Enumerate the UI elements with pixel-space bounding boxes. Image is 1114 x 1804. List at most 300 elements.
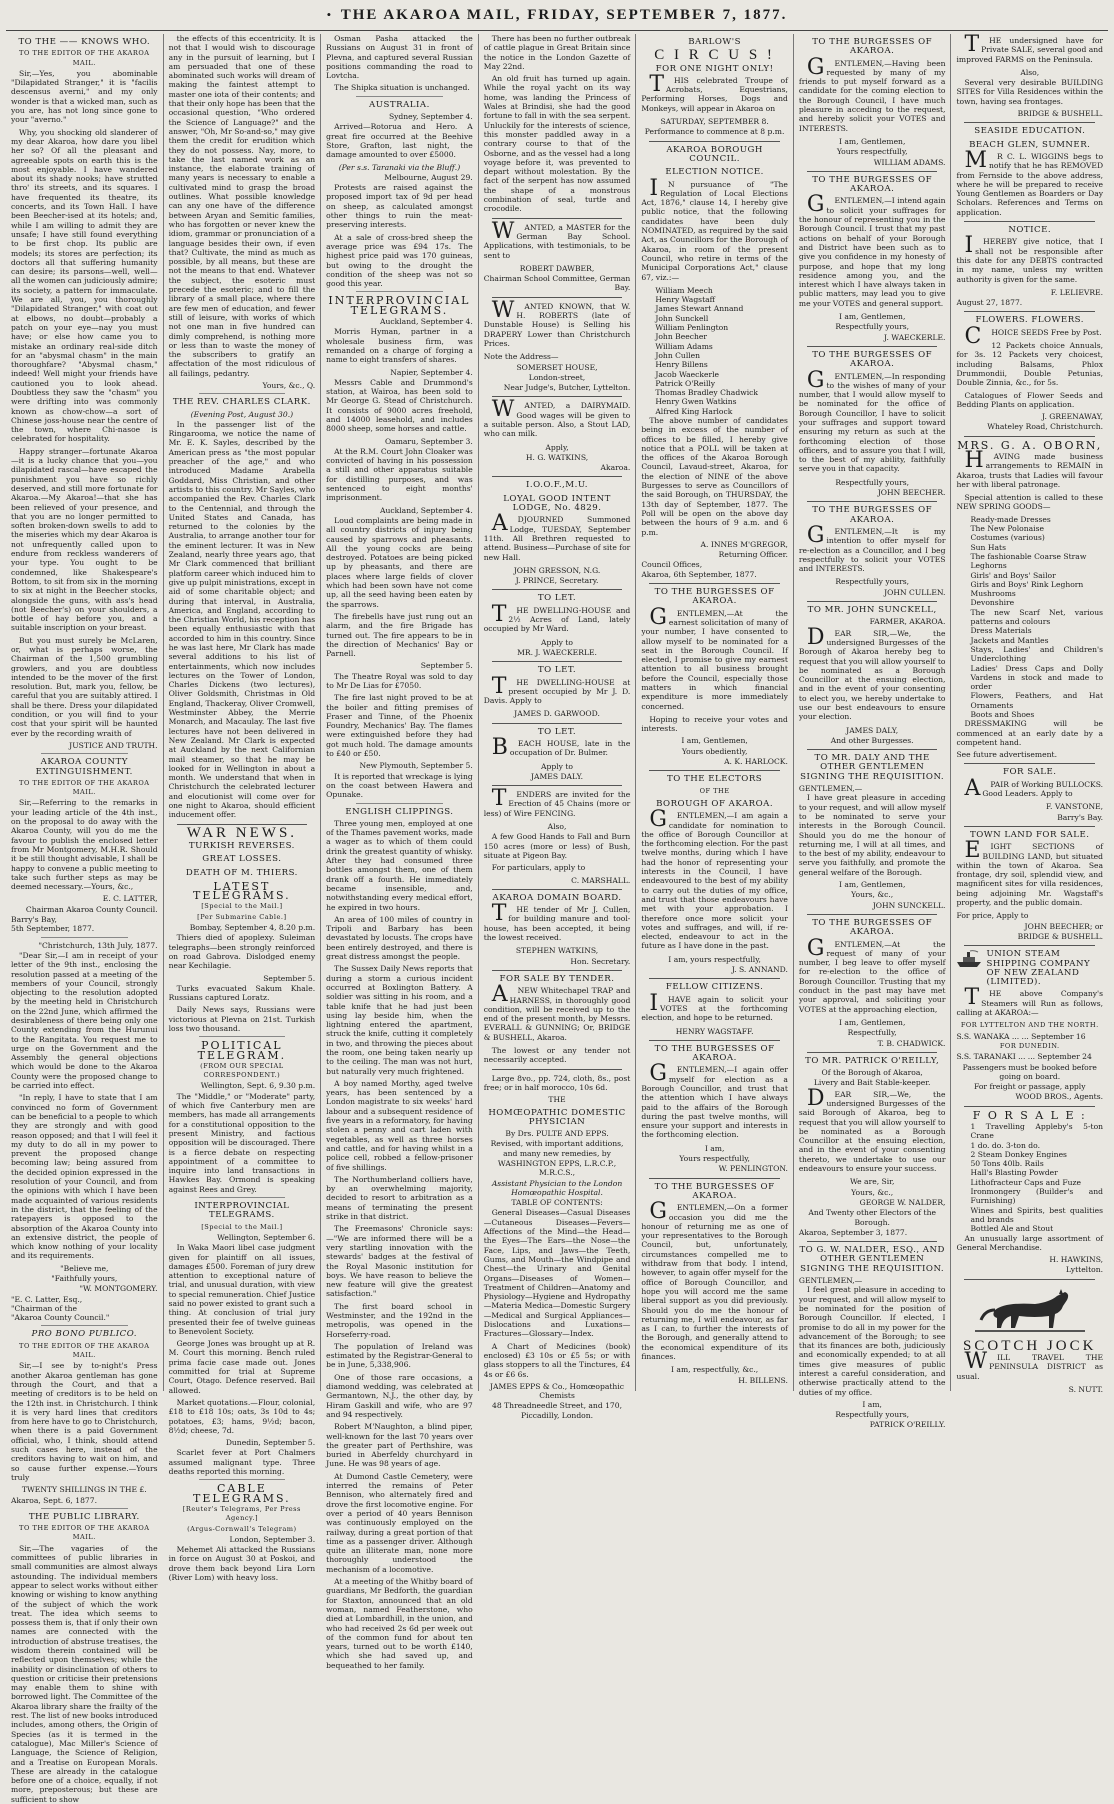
article-paragraph: It is reported that wreckage is lying on the coast between Hawera and Opunake. — [326, 771, 473, 800]
advert-text: MR C. L. WIGGINS begs to notify that he has REMOVED from Fernside to the above address, where he will be prepared to receive Young Gentlemen as Boarders or Day Scholars. References and Terms on application. — [956, 147, 1104, 217]
section-note: (FROM OUR SPECIAL CORRESPONDENT.) — [200, 1061, 284, 1080]
advert-date: Akaroa, September 3, 1877. — [798, 1227, 908, 1237]
advert-text: GENTLEMEN,—In responding to the wishes of many of your number, that I would allow myself to be nominated for the office of Borough Councillor, I have to solicit your suffrages and support toward ensuring my return as such at the forthcoming election of those officers, and to assure you that I will, to the best of my ability, faithfully serve you in that capacity. — [798, 367, 946, 474]
advert-signature: J. GREENAWAY, — [1042, 412, 1104, 422]
advert-signature: A. K. HARLOCK. — [724, 757, 788, 767]
divider — [41, 753, 128, 754]
list-item: Alfred King Harlock — [655, 406, 733, 416]
advert-heading: TO MR. DALY AND THE OTHER GENTLEMEN SIGNING THE REQUISITION. — [800, 753, 945, 782]
advert-signature: T. B. CHADWICK. — [877, 1038, 946, 1048]
advert-text: THE above Company's Steamers will Run as follows, calling at AKAROA:— — [956, 985, 1104, 1018]
advert-text: GENTLEMEN,—I intend again to solicit your suffrages for the honour of representing you in the Borough Council. I trust that my past actions on behalf of your Borough and District have been such as to give you confidence in my honesty of purpose, and hope that my long residence among you, and the interest which I have always taken in public matters, may lead you to give me your VOTES and general support. — [798, 192, 946, 308]
dateline: Wellington, Sept. 6, 9.30 p.m. — [200, 1081, 316, 1091]
divider — [964, 122, 1095, 123]
divider — [807, 1241, 938, 1242]
dateline: Sydney, September 4. — [388, 112, 473, 122]
advert-heading: FELLOW CITIZENS. — [665, 982, 764, 993]
divider — [649, 1178, 780, 1179]
article-paragraph: The Theatre Royal was sold to day to Mr De Lias for £7050. — [326, 671, 473, 690]
advert-signature: Akaroa. — [600, 463, 631, 473]
advert-text: WANTED, a DAIRYMAID. Good wages will be given to a suitable person. Also, a Stout LAD, who can milk. — [483, 397, 631, 439]
advert-heading: TO THE BURGESSES OF AKAROA. — [812, 505, 933, 525]
divider — [649, 141, 780, 142]
advert-heading: SEASIDE EDUCATION. — [974, 126, 1086, 137]
divider — [492, 661, 623, 662]
divider — [964, 1279, 1095, 1280]
advert-heading: TO THE BURGESSES OF AKAROA. — [812, 37, 933, 57]
article-heading: AKAROA COUNTY EXTINGUISHMENT. — [35, 757, 133, 777]
section-heading: LATEST TELEGRAMS. — [193, 879, 291, 903]
advert-text: GENTLEMEN,—At the request of many of your number, I beg leave to offer myself for re-election to the office of Borough Councillor. Trusting that my conduct in the past may have met your approval, and soliciting your VOTES at the approaching election, — [798, 935, 946, 1014]
advert-text: GENTLEMEN,—I again offer myself for election as a Borough Councillor, and trust that the attention which I have always paid to the affairs of the Borough during the past twelve months, will ensure your support and interests in the forthcoming election. — [641, 1061, 788, 1140]
advert-signature: JOHN BEECHER. — [877, 488, 946, 498]
divider — [964, 311, 1095, 312]
article-paragraph: The "Middle," or "Moderate" party, of which five Canterbury men are members, has made all arrangements for a constitutional opposition to the present Ministry, and factious opposition will be discouraged. There is a fierce debate on respecting appointment of a committee to inquire into land transactions in Hawkes Bay. Ormond is speaking against Rees and Grey. — [168, 1091, 316, 1194]
masthead-title: THE AKAROA MAIL, FRIDAY, SEPTEMBER 7, 1877. — [340, 7, 788, 23]
article-paragraph: Sir,—Referring to the remarks in your leading article of the 4th inst., on the proposal to do away with the Akaroa County, will you do me the favour to publish the enclosed letter from Mr Montgomery, M.H.R. Should it be still thought advisable, I shall be happy to convene a public meeting to take such further steps as may be deemed necessary.—Yours, &c., — [11, 798, 158, 892]
article-paragraph: Protests are raised against the proposed import tax of 9d per head on sheep, as calculated amongst other things to ruin the meat-preserving interests. — [326, 183, 473, 230]
advert-signature: BRIDGE & BUSHELL. — [1017, 931, 1104, 941]
advert-signature: And other Burgesses. — [830, 735, 914, 745]
advert-signature: JOHN GRESSON, N.G. — [513, 565, 601, 575]
advert-closing: Respectfully yours, — [835, 577, 910, 587]
place-line: Barry's Bay, — [11, 915, 57, 925]
advert-subheading: FOR LYTTELTON AND THE NORTH. — [960, 1021, 1099, 1030]
advert-subheading: FOR DUNEDIN. — [999, 1041, 1060, 1050]
dateline: Napier, September 4. — [390, 367, 473, 377]
section-subheading: GREAT LOSSES. — [202, 854, 282, 865]
divider — [807, 171, 938, 172]
date-line: Akaroa, Sept. 6, 1877. — [11, 1495, 98, 1505]
column-7 — [951, 32, 1108, 1394]
article-paragraph: At a sale of cross-bred sheep the average price was £94 17s. The highest price paid was 170 guineas, but owing to the drought the condition of the sheep was not so good this year. — [326, 232, 473, 289]
advert-signature: F. VANSTONE, — [1045, 802, 1104, 812]
divider — [356, 803, 443, 804]
advert-closing: I am, Gentlemen, — [681, 736, 748, 746]
list-item: Costumes (various) — [970, 533, 1045, 543]
article-heading: THE PUBLIC LIBRARY. — [28, 1511, 140, 1522]
advert-text: TENDERS are invited for the Erection of 45 Chains (more or less) of Wire FENCING. — [483, 786, 631, 818]
date-line: 5th September, 1877. — [11, 924, 95, 934]
column-5 — [636, 34, 794, 1391]
article-paragraph: The fire last night proved to be at the boiler and fitting premises of Fraser and Tinne, of the Phoenix Foundry, Mechanics' Bay. The flames were extinguished before they had got much hold. The damage amounts to £40 or £50. — [326, 693, 473, 759]
advert-heading: TO THE BURGESSES OF AKAROA. — [812, 174, 933, 195]
divider — [964, 436, 1095, 437]
advert-closing: Respectfully yours, — [835, 1410, 910, 1420]
list-item: Jackets and Mantles — [970, 635, 1049, 645]
advert-signature: Hon. Secretary. — [570, 956, 631, 966]
advert-heading: FOR SALE. — [1003, 767, 1057, 778]
advert-closing: Yours obediently, — [681, 746, 748, 756]
section-heading: POLITICAL TELEGRAM. — [197, 1039, 287, 1062]
dateline: Oamaru, September 3. — [384, 436, 473, 446]
advert-text: APAIR of Working BULLOCKS. Good Leaders. Apply to — [964, 775, 1104, 801]
advert-signature: WOOD BROS., Agents. — [1015, 1092, 1104, 1102]
advert-text: GENTLEMEN,—Having been requested by many of my friends to put myself forward as a candidate for the coming election to the Borough Council, I have much pleasure in acceding to the request, and hereby solicit your VOTES and INTERESTS. — [798, 54, 946, 133]
advert-heading: UNION STEAM SHIPPING COMPANY OF NEW ZEALAND (LIMITED). — [986, 949, 1091, 988]
divider — [492, 970, 623, 971]
column-4 — [479, 34, 637, 1420]
advert-closing: Respectfully, — [847, 1028, 897, 1038]
dateline: Wellington, September 6. — [217, 1232, 316, 1242]
list-item: 1 Travelling Appleby's 5-ton Crane — [970, 1121, 1104, 1141]
advert-signature: BRIDGE & BUSHELL. — [1017, 109, 1104, 119]
advert-closing: I am, Gentlemen, — [838, 1017, 906, 1027]
schedule-row: S.S. WANAKA ... ... September 16 — [956, 1031, 1086, 1041]
dateline: New Plymouth, September 5. — [359, 761, 473, 771]
divider — [964, 945, 1095, 946]
divider — [807, 1052, 938, 1053]
advert-heading: OF THE — [699, 786, 730, 795]
advert-text: THE DWELLING-HOUSE and 2½ Acres of Land, lately occupied by Mr Ward. — [483, 601, 631, 634]
divider — [964, 826, 1095, 827]
article-paragraph: The Northumberland colliers have, by an overwhelming majority, decided to resort to arbitration as a means of terminating the present strike in that district. — [326, 1174, 473, 1222]
advert-address: SOMERSET HOUSE, — [516, 362, 598, 372]
list-item: Henry Gwen Watkins — [655, 397, 737, 407]
divider — [492, 889, 623, 890]
advert-heading: ELECTION NOTICE. — [665, 167, 764, 178]
advert-heading: TO LET. — [537, 593, 577, 604]
signature: Yours, &c., Q. — [262, 380, 316, 390]
divider — [807, 749, 938, 750]
article-paragraph: "In reply, I have to state that I am convinced no form of Government can be beneficial to a people to which they are strongly and with good reason opposed; and that I will feel it my duty to do all in my power to prevent the proposed change becoming law; being assured from the decided opinion expressed in the resolution of your Council, and from the opinions with which I have been made acquainted of various residents in the district, that the feeling of the ratepayers is opposed to the absorption of the Akaroa County into an extensive district, the people of which know nothing of your locality and its requirements. — [11, 1093, 158, 1261]
article-paragraph: At Dumond Castle Cemetery, were interred the remains of Peter Bennison, who alternately fired and drove the first locomotive engine. For over a period of 40 years Bennison was continuously employed on the railway, during a great portion of that time as a passenger driver. Although quite an illiterate man, none more thoroughly understood the mechanism of a locomotive. — [326, 1471, 473, 1574]
advert-signature: C. MARSHALL. — [571, 875, 631, 885]
advert-signature: A. INNES M'GREGOR, — [700, 539, 788, 549]
advert-text: IHAVE again to solicit your VOTES at the forthcoming election, and hope to be returned. — [641, 990, 788, 1023]
advert-text: GENTLEMEN,—On a former occasion you did me the honour of returning me as one of your representatives to the Borough Council, but, unfortunately, circumstances compelled me to withdraw from that body. I intend, however, to again offer myself for the office of Borough Councillor, and hope you will accord me the same liberal support as you did previously. Should you do me the honour of returning me, I will endeavour, as far as I can, to further the interests of the Borough, and generally attend to the economical expenditure of its finances. — [641, 1199, 788, 1361]
dateline: Melbourne, August 29. — [384, 172, 473, 182]
section-note: [Per Submarine Cable.] — [197, 912, 287, 921]
article-paragraph: Robert M'Naughton, a blind piper, well-known for the last 70 years over the greater part of Perthshire, was buried in Aberfeldy churchyard in June. He was 98 years of age. — [326, 1422, 473, 1469]
divider — [964, 763, 1095, 764]
dateline: September 5. — [420, 661, 473, 671]
advert-closing: I am, respectfully, &c., — [671, 1365, 759, 1375]
advert-text: DEAR SIR,—We, the undersigned Burgesses of the said Borough of Akaroa, beg to request that you will allow yourself to be nominated as a Borough Councillor at the ensuing election, and in the event of your consenting thereto, we undertake to use our endeavours to ensure your success. — [798, 1085, 946, 1174]
advert-text: Also, — [1020, 67, 1040, 77]
list-item: The New Polonaise — [970, 524, 1044, 534]
advert-text: CHOICE SEEDS Free by Post. — [964, 323, 1102, 349]
signature-title: Chairman Akaroa County Council. — [25, 904, 158, 914]
dateline: Dunedin, September 5. — [225, 1438, 316, 1448]
advert-heading: FOR SALE BY TENDER. — [499, 973, 615, 984]
advert-text: Special attention is called to these NEW SPRING GOODS— — [956, 493, 1104, 512]
article-paragraph: Happy stranger—fortunate Akaroa—it is a lucky chance that you—you dilapidated rascal—have escaped the punishment you have so richly deserved, and still more fortunate for Akaroa.—My Akaroa!—that she has been relieved of your presence, and that you are no longer permitted to soften broken-down swells to add to the miseries which my dear Akaroa is not unfrequently called upon to endure from reckless wanderers of your type. You ought to be condemned, like Shakespeare's Bottom, to sit from six in the morning to six at night in the Beecher stocks, alongside the guns, with ass's head (not Beecher's) on your shoulders, a bottle of hay before you, and a suitable inscription on your breast. — [11, 446, 158, 633]
advert-heading: TABLE OF CONTENTS: — [511, 1198, 603, 1208]
advert-text: Passengers must be booked before going on board. — [962, 1062, 1097, 1081]
list-item: Bottled Ale and Stout — [970, 1224, 1054, 1234]
advert-address: Whateley Road, Christchurch. — [987, 422, 1104, 432]
advert-signature: JAMES D. GARWOOD. — [514, 709, 600, 719]
advert-heading: TO THE ELECTORS — [666, 774, 763, 785]
advert-closing: I am, — [704, 1143, 725, 1153]
advert-heading: BEACH GLEN, SUMNER. — [969, 139, 1091, 150]
goods-list — [956, 515, 1103, 720]
advert-text: The lowest or any tender not necessarily accepted. — [483, 1046, 631, 1065]
letter-date: "Christchurch, 13th July, 1877. — [38, 940, 158, 950]
advert-heading: TO LET. — [537, 726, 577, 737]
advert-text: General Diseases—Casual Diseases—Cutaneous Diseases—Fevers—Affections of the Mind—the Head—the Eyes—The Ears—the Nose—the Face, Lips, and Jaws—the Teeth, Gums, and Mouth—the Windpipe and Chest—the Urinary and Genital Organs—Diseases of Women—Treatment of Children—Anatomy and Physiology—Hygiene and Hydropathy—Materia Medica—Domestic Surgery—Medical and Surgical Appliances—Dislocations and Luxations—Fractures—Glossary—Index. — [483, 1208, 631, 1339]
list-item: Lithofracteur Caps and Fuze — [970, 1177, 1082, 1187]
section-note: [Special to the Mail.] — [201, 1222, 283, 1231]
advert-signature: JOHN BEECHER; or — [1024, 921, 1104, 931]
advert-text: Several very desirable BUILDING SITES for Villa Residences within the town, having sea frontages. — [956, 78, 1104, 106]
advert-address: Lyttelton. — [1065, 1265, 1104, 1275]
candidate-list — [641, 286, 788, 416]
advert-signature: H. BILLENS. — [738, 1375, 788, 1385]
advert-heading: FARMER, AKAROA. — [869, 617, 946, 627]
list-item: John Sunckell — [655, 313, 709, 323]
advert-text: A Chart of Medicines (book) enclosed) £3 10s or £5 5s; or with glass stoppers to all the Tinctures, £4 4s or £6 6s. — [483, 1341, 631, 1379]
article-paragraph: Sir,—Yes, you abominable "Dilapidated Stranger," it is "facilis descensus averni," and my only wonder is that a wicked man, such as you are, has not long since gone to your "averno." — [11, 68, 158, 125]
dateline: Auckland, September 4. — [380, 317, 473, 327]
list-item: Mushrooms — [970, 589, 1016, 599]
advert-heading: SCOTCH JOCK — [963, 1337, 1097, 1354]
divider — [356, 96, 443, 97]
advert-heading: TO THE BURGESSES OF AKAROA. — [654, 1043, 775, 1064]
article-paragraph: At the R.M. Court John Cloaker was convicted of having in his possession a still and other apparatus suitable for distilling purposes, and was sentenced to eight months' imprisonment. — [326, 446, 473, 503]
article-subheading: TO THE EDITOR OF THE AKAROA MAIL. — [19, 778, 150, 797]
article-paragraph: The Sussex Daily News reports that during a storm a curious incident occurred at Boxlington Battery. A soldier was sitting in his room, and a table knife that he had just been using lay beside him, when the lightning entered the apartment, struck the knife, cutting it completely in two, and throwing the pieces about the room, one being taken nearly up to the ceiling. The man was not hurt, but naturally very much frightened. — [326, 964, 473, 1076]
list-item: The new Scarf Net, various patterns and colours — [970, 607, 1104, 627]
advert-heading: C I R C U S ! — [654, 47, 775, 64]
advert-signature: STEPHEN WATKINS, — [515, 946, 599, 956]
advert-heading: TO LET. — [537, 665, 577, 676]
article-paragraph: Sir,—I see by to-night's Press another Akaroa gentleman has gone through the Court, and that a meeting of creditors is to be held on the 12th inst. in Christchurch. I think it is very hard lines that creditors from here have to go to Christchurch, when there is a paid Government official, who, I think, should attend such cases here, instead of the creditors having to wait on him, and so cause further expense.—Yours truly — [11, 1361, 158, 1482]
advert-signature: F. LELIEVRE. — [1050, 287, 1104, 297]
list-item: Hall's Blasting Powder — [970, 1168, 1058, 1178]
advert-heading: TO THE BURGESSES OF AKAROA. — [812, 349, 933, 370]
advert-signature: JOHN CULLEN. — [884, 587, 946, 597]
list-item: Girls and Boys' Rink Leghorn — [970, 579, 1084, 589]
article-paragraph: Arrived—Rotorua and Hero. A great fire occurred at the Beehive Store, Grafton, last night, the damage amounted to over £5000. — [326, 122, 473, 160]
advert-heading: TO G. W. NALDER, ESQ., AND OTHER GENTLEMEN SIGNING THE REQUISITION. — [799, 1245, 945, 1274]
advert-text: A few Good Hands to Fall and Burn 150 acres (more or less) of Bush, situate at Pigeon Bay. — [483, 832, 631, 860]
list-item: Leghorns — [970, 561, 1007, 571]
article-paragraph: Mehemet Ali attacked the Russians in force on August 30 at Poskoi, and drove them back beyond Lira Lorn (River Lom) with heavy loss. — [168, 1545, 316, 1583]
advert-text: THE DWELLING-HOUSE at present occupied by Mr J. D. Davis. Apply to — [483, 673, 631, 706]
list-item: Ironmongery (Builder's and Furnishing) — [970, 1187, 1104, 1206]
advert-text: Apply, — [545, 442, 569, 452]
section-heading: INTERPROVINCIAL TELEGRAMS. — [194, 1201, 290, 1221]
steamship-icon — [956, 950, 982, 968]
advert-signature: Assistant Physician to the London Homœopathic Hospital. — [491, 1178, 623, 1197]
advert-text: Revised, with important additions, and many new remedies, by — [490, 1139, 624, 1158]
advert-signature: H. G. WATKINS, — [525, 452, 589, 462]
divider — [199, 1197, 286, 1198]
list-item: Devonshire — [970, 598, 1015, 608]
divider — [41, 1325, 128, 1326]
advert-closing: Yours respectfully, — [679, 1154, 750, 1164]
advert-signature: ROBERT DAWBER, — [519, 263, 595, 273]
advert-date: SATURDAY, SEPTEMBER 8. — [660, 117, 769, 127]
divider — [41, 937, 128, 938]
divider — [807, 914, 938, 915]
advert-text: THIS celebrated Troupe of Acrobats, Equestrians, Performing Horses, Dogs and Monkeys, will appear in Akaroa on — [641, 71, 788, 113]
advert-signature: J. WAECKERLE. — [883, 332, 946, 342]
closing: "Believe me, — [60, 1263, 109, 1273]
union-header — [956, 950, 1103, 987]
advert-heading: NOTICE. — [1008, 225, 1052, 236]
advert-signature: S. NUTT. — [1068, 1384, 1104, 1394]
article-paragraph: Loud complaints are being made in all country districts of injury being caused by sparrows and pheasants. All the young cocks are being destroyed. Potatoes are being picked up by pheasants, and there are places where large fields of clover which had been sown have not come up, all the seed having been eaten by the sparrows. — [326, 515, 473, 609]
advert-heading: Livery and Bait Stable-keeper. — [813, 1078, 931, 1088]
article-paragraph: One of those rare occasions, a diamond wedding, was celebrated at Germantown, N.J., the other day, by Hiram Gaskill and wife, who are 97 and 94 respectively. — [326, 1372, 473, 1419]
section-note: [Special to the Mail.] — [201, 902, 283, 911]
article-paragraph: An area of 100 miles of country in Tripoli and Barbary has been devastated by locusts. The crops have been entirely destroyed, and there is great distress amongst the people. — [326, 914, 473, 962]
column-1 — [6, 34, 164, 1804]
advert-signature: JAMES DALY, — [846, 725, 899, 735]
list-item: Dress Materials — [970, 626, 1032, 636]
advert-text: GENTLEMEN,— — [798, 1276, 863, 1286]
advert-heading: TO MR. PATRICK O'REILLY, — [805, 1055, 940, 1066]
article-subheading: TO THE EDITOR OF THE AKAROA MAIL. — [19, 1341, 150, 1360]
advert-closing: Yours respectfully, — [836, 147, 908, 157]
advert-text: Large 8vo., pp. 724, cloth, 8s., post free; or in half morocco, 10s 6d. — [483, 1073, 631, 1092]
advert-text: 12 Packets choice Annuals, for 3s. 12 Packets very choicest, including Balsams, Phlox Drummondii, Double Petunias, Double Zinnia, &c., for 5s. — [956, 341, 1104, 388]
advert-place: Council Offices, — [641, 560, 703, 570]
signature: JUSTICE AND TRUTH. — [69, 740, 158, 750]
list-item: Patrick O'Reilly — [655, 378, 716, 388]
advert-text: WANTED, a MASTER for the German Bay School. Applications, with testimonials, to be sent to — [483, 218, 631, 260]
advert-heading: AKAROA DOMAIN BOARD. — [492, 892, 622, 903]
advert-text: ADJOURNED Summoned Lodge, TUESDAY, September 11th. All Brethren requested to attend. Business—Purchase of site for new Hall. — [483, 511, 631, 562]
advert-text: EIGHT SECTIONS of BUILDING LAND, but situated within the town of Akaroa. Sea frontage, dry soil, splendid view, and magnificent sites for villa residences, being adjoining Mr. Wagstaff's property, and the public domain. — [956, 838, 1104, 908]
list-item: William Adams — [655, 341, 713, 351]
advert-heading: FOR ONE NIGHT ONLY! — [655, 63, 774, 74]
column-6 — [794, 34, 952, 1430]
section-heading: AUSTRALIA. — [369, 99, 430, 110]
divider — [492, 589, 623, 590]
advert-heading: I.O.O.F.,M.U. — [526, 480, 589, 491]
advert-heading: TO THE BURGESSES OF AKAROA. — [812, 917, 933, 938]
advert-signature: MR. J. WAECKERLE. — [517, 647, 597, 657]
advert-text: Hoping to receive your votes and interests. — [641, 714, 788, 734]
advert-heading: FLOWERS. FLOWERS. — [975, 315, 1084, 326]
list-item: 50 Tons 40lb. Rails — [970, 1159, 1044, 1169]
advert-text: Note the Address— — [483, 352, 559, 362]
advert-address: Near Judge's, Butcher, Lyttelton. — [503, 383, 631, 393]
advert-closing: Yours, &c., — [851, 1187, 894, 1197]
divider — [492, 723, 623, 724]
advert-heading: Of the Borough of Akaroa, — [821, 1068, 923, 1078]
advert-text: GENTLEMEN,—It is my intention to offer myself for re-election as a Councillor, and I beg respectfully to solicit your VOTES and INTERESTS. — [798, 522, 946, 574]
list-item: Ready-made Dresses — [970, 514, 1051, 524]
divider — [492, 785, 623, 786]
article-paragraph: Morris Hyman, partner in a wholesale business firm, was remanded on a charge of forging a name to eight transfers of shares. — [326, 327, 473, 365]
advert-signature: WILLIAM ADAMS. — [873, 157, 946, 167]
advert-signature: JAMES EPPS & Co., Homœopathic Chemists — [490, 1381, 625, 1401]
advert-heading: TO THE BURGESSES OF AKAROA. — [654, 587, 775, 607]
advert-text: IHEREBY give notice, that I shall not be responsible after this date for any DEBTS contracted in my name, unless my written authority is given for the same. — [956, 233, 1104, 284]
advert-heading: AKAROA BOROUGH COUNCIL. — [666, 144, 763, 164]
article-paragraph: At a meeting of the Whitby board of guardians, Mr Bedforth, the guardian for Staxton, announced that an old woman, named Featherstone, who died at Lombardhill, in the union, and who had received 2s 6d per week out of the common fund for about ten years, turned out to be worth £140, which she had saved up, and bequeathed to her family. — [326, 1577, 473, 1670]
advert-closing: I am, Gentlemen, — [838, 880, 906, 890]
advert-closing: Respectfully yours, — [835, 477, 910, 487]
divider — [199, 393, 286, 394]
article-paragraph: In the passenger list of the Ringarooma, we notice the name of Mr. E. K. Sayles, described by the American press as "the most popular preacher of the age," and who introduced Madame Arabella Goddard, Miss Christian, and other artists to this country. Mr Sayles, who accompanied the Rev. Charles Clark to the Centennial, and through the United States and Canada, has returned to the colonies by the Australia, to arrange another tour for the eminent lecturer. It was in New Zealand, nearly three years ago, that Mr Clark commenced that brilliant platform career which induced him to give up pulpit ministrations, except in aid of some charitable object; and during that interval, in Australia, America, and England, according to the Christian World, his reception has been equally enthusiastic with that accorded to him in this country. Since he was last here, Mr Clark has made several additions to his list of entertainments, which now includes lectures on the Tower of London, Charles Dickens (two lectures), Oliver Goldsmith, Christmas in Old England, Thackeray, Oliver Cromwell, Westminster Abbey, the Merrie Monarch, and Macaulay. The last five lectures have not been delivered in New Zealand. Mr Clark is expected at Auckland by the next Californian mail steamer, so that he may be looked for in Wellington in about a month. We understand that when in Christchurch the celebrated lecturer and elocutionist will come over for one night to Akaroa, should efficient inducement offer. — [168, 419, 316, 820]
closing: "Faithfully yours, — [51, 1274, 118, 1283]
article-paragraph: An old fruit has turned up again. While the royal yacht on its way home, was landing the Princess of Wales at Brindisi, she had the good fortune to fall in with the sea serpent. Unluckily for the interests of science, this monster paddled away in a contrary course to that of the Osborne, and as the vessel had a long voyage before it, was prevented to depart without molestation. By the fact of the serpent has now assumed the shape of a monstrous combination of seal, turtle and crocodile. — [483, 74, 631, 214]
addressee: "Chairman of the — [11, 1303, 78, 1313]
list-item: 2 Steam Donkey Engines — [970, 1149, 1067, 1159]
advert-text: I have great pleasure in acceding to your request, and will allow myself to be nominated to serve your interests in the Borough Council. Should you do me the honour of returning me, I will at all times, and to the best of my ability, endeavour to serve you faithfully, and promote the general welfare of the Borough. — [798, 793, 946, 877]
advert-heading: BARLOW'S — [688, 37, 742, 47]
schedule-row: S.S. TARANAKI ... ... September 24 — [956, 1052, 1092, 1062]
advert-signature: And Twenty other Electors of the Borough. — [808, 1208, 936, 1227]
article-paragraph: The Shipka situation is unchanged. — [334, 83, 470, 93]
advert-signature: J. PRINCE, Secretary. — [515, 576, 599, 586]
divider — [492, 476, 623, 477]
advert-closing: I am, Gentlemen, — [838, 136, 906, 146]
horse-icon — [975, 1288, 1085, 1334]
divider — [964, 1106, 1095, 1107]
advert-heading: THE — [548, 1095, 566, 1105]
advert-signature: WASHINGTON EPPS, L.R.C.P., M.R.C.S., — [497, 1158, 617, 1178]
advert-text: See future advertisement. — [956, 750, 1057, 760]
advert-text: HAVING made business arrangements to REMAIN in Akaroa, trusts that Ladies will favour her with liberal patronage. — [956, 447, 1104, 489]
article-paragraph: Market quotations.—Flour, colonial, £18 to £18 10s; oats, 3s 10d to 4s; potatoes, £3; hams, 9½d; bacon, 8½d; cheese, 7d. — [168, 1397, 316, 1435]
divider — [649, 1040, 780, 1041]
advert-closing: I am, yours respectfully, — [668, 954, 761, 964]
list-item: Henry Billens — [655, 360, 708, 370]
dateline: September 5. — [263, 973, 316, 983]
signature: TWENTY SHILLINGS IN THE £. — [21, 1485, 147, 1495]
article-paragraph: Messrs Cable and Drummond's station, at Wairoa, has been sold to Mr George G. Stead of Christchurch. It consists of 9000 acres freehold, and 14000 leasehold, and includes 8000 sheep, some horses and cattle. — [326, 377, 473, 434]
article-paragraph: the effects of this eccentricity. It is not that I would wish to discourage any in the pursuit of learning, but I am persuaded that one of these abominated such works will dream of making the faintest attempt to master one iota of their contents; and that their only hope has been that the occasional question, "Who ordered the Science of Language?" and the answer, "Oh, Mr So-and-so," may give them the credit for erudition which they do not possess. Nay, more, to take the last named work as an instance, the elaborate training of many years is necessary to enable a cultivated mind to grasp the broad outlines. What possible knowledge can any one have of the difference between Aryan and Semitic families, who has forgotten or never knew the idiom, grammar or pronunciation of a language besides their own, if even that? Cultivate, the mind as much as possible, by all means, but these are not the means to that end. Whatever the subject, the esoteric must precede the esoteric; and to fill the library of a small place, where there are few men of education, and fewer still of leisure, with works of which not one man in five hundred can dimly comprehend, is nothing more or less than to waste the money of the subscribers to gratify an affectation of the most ridiculous of all failings, pedantry. — [168, 34, 316, 378]
article-heading: THE REV. CHARLES CLARK. — [172, 397, 311, 408]
advert-date: August 27, 1877. — [956, 298, 1023, 308]
article-paragraph: George Jones was brought up at R. M. Court this morning. Bench ruled prima facie case made out. Jones committed for trial at Supreme Court, Otago. Defence reserved. Bail allowed. — [168, 1339, 316, 1395]
advert-text: WILL TRAVEL THE PENINSULA DISTRICT as usual. — [956, 1349, 1104, 1381]
article-paragraph: The population of Ireland was estimated by the Registrar-General to be in June, 5,338,906. — [326, 1341, 473, 1370]
list-item: Flowers, Feathers, and Hat Ornaments — [970, 691, 1104, 710]
divider — [964, 221, 1095, 222]
horse-illustration — [956, 1288, 1103, 1334]
article-paragraph: There has been no further outbreak of cattle plague in Great Britain since the notice in the London Gazette of May 22nd. — [483, 34, 631, 71]
list-item: The fashionable Coarse Straw — [970, 551, 1087, 561]
advert-date: Akaroa, 6th September, 1877. — [641, 569, 757, 579]
article-paragraph: Why, you shocking old slanderer of my dear Akaroa, how dare you libel her so? Of all the pleasant and agreeable spots on earth this is the most enjoyable. I have wandered about its shady nooks; have strutted thro' its streets, and its squares. I have frequented its theatre, its concerts, and its Town Hall. I have been Beecher-ised at its hotels; and, while I am willing to admit they are unsafe; I have still found everything to be first chop. Its public are models; its stores are perfection; its doctors all that suffering humanity can desire; its parsons—well, well—all the women can judiciously admire; its society, a pattern for immaculate. We are all, you, you thoroughly "Dilapidated Stranger," with coat out at elbows, no doubt—probably a patch on your eye—nay you must have; or else how came you to mistake an ordinary real-side ditch for an "abysmal chasm" in the main thoroughfare? "Abysmal chasm," indeed! Well might your friends have cautioned you to look ahead. Doubtless they saw the "chasm" you were drifting into was commonly known as chow-chow—a sort of Chinese joss-house near the centre of the town, where Chi-nasoe is celebrated for hospitality. — [11, 127, 158, 444]
advert-signature: JAMES DALY. — [531, 771, 584, 781]
column-2 — [164, 34, 322, 1583]
article-heading: PRO BONO PUBLICO. — [31, 1329, 138, 1340]
article-paragraph: The first board school in Westminster, and the 192nd in the metropolis, was opened in the Horseferry-road. — [326, 1301, 473, 1339]
advert-signature: GEORGE W. NALDER, — [859, 1197, 946, 1207]
article-paragraph: A boy named Morthy, aged twelve years, has been sentenced by a London magistrate to six weeks' hard labour and a subsequent residence of five years in a reformatory, for having stolen a penny and cart laden with vegetables, as well as three horses and cattle, and for having whilst in a police cell, robbed a fellow-prisoner of five shillings. — [326, 1078, 473, 1172]
advert-signature: Chairman School Committee, German Bay. — [483, 274, 631, 293]
section-note: (Argus-Cornwall's Telegram) — [187, 1524, 297, 1533]
article-paragraph: The Freemasons' Chronicle says:—"We are informed there will be a very startling innovation with the stewards' badges at the festival of the Royal Masonic institution for boys. We have reason to believe the new feature will give the greatest satisfaction." — [326, 1224, 473, 1299]
advert-text: DRESSMAKING will be commenced at an early date by a competent hand. — [956, 719, 1104, 747]
advert-text: Also, — [547, 822, 567, 832]
advert-text: For particulars, apply to — [491, 863, 586, 873]
advert-text: Apply to — [541, 761, 573, 771]
section-subheading: DEATH OF M. THIERS. — [185, 867, 298, 878]
advert-signature: HENRY WAGSTAFF. — [675, 1026, 754, 1036]
section-note: (Per s.s. Taranaki via the Bluff.) — [338, 162, 461, 172]
divider — [199, 1479, 286, 1480]
advert-text: For freight or passage, apply — [973, 1082, 1086, 1092]
list-item: Boots and Shoes — [970, 710, 1035, 719]
advert-text: ANEW Whitechapel TRAP and HARNESS, in thoroughly good condition, will be received up to the end of the present month, by Messrs. EVERALL & GUNNING; Or, BRIDGE & BUSHELL, Akaroa. — [483, 982, 631, 1042]
advert-closing: We are, Sir, — [849, 1177, 895, 1187]
section-heading: ENGLISH CLIPPINGS. — [345, 806, 454, 817]
list-item: John Cullen — [655, 350, 701, 360]
advert-signature: H. HAWKINS, — [1049, 1255, 1104, 1265]
list-item: Wines and Spirits, best qualities and brands — [970, 1205, 1104, 1224]
list-item: William Penlington — [655, 323, 729, 333]
